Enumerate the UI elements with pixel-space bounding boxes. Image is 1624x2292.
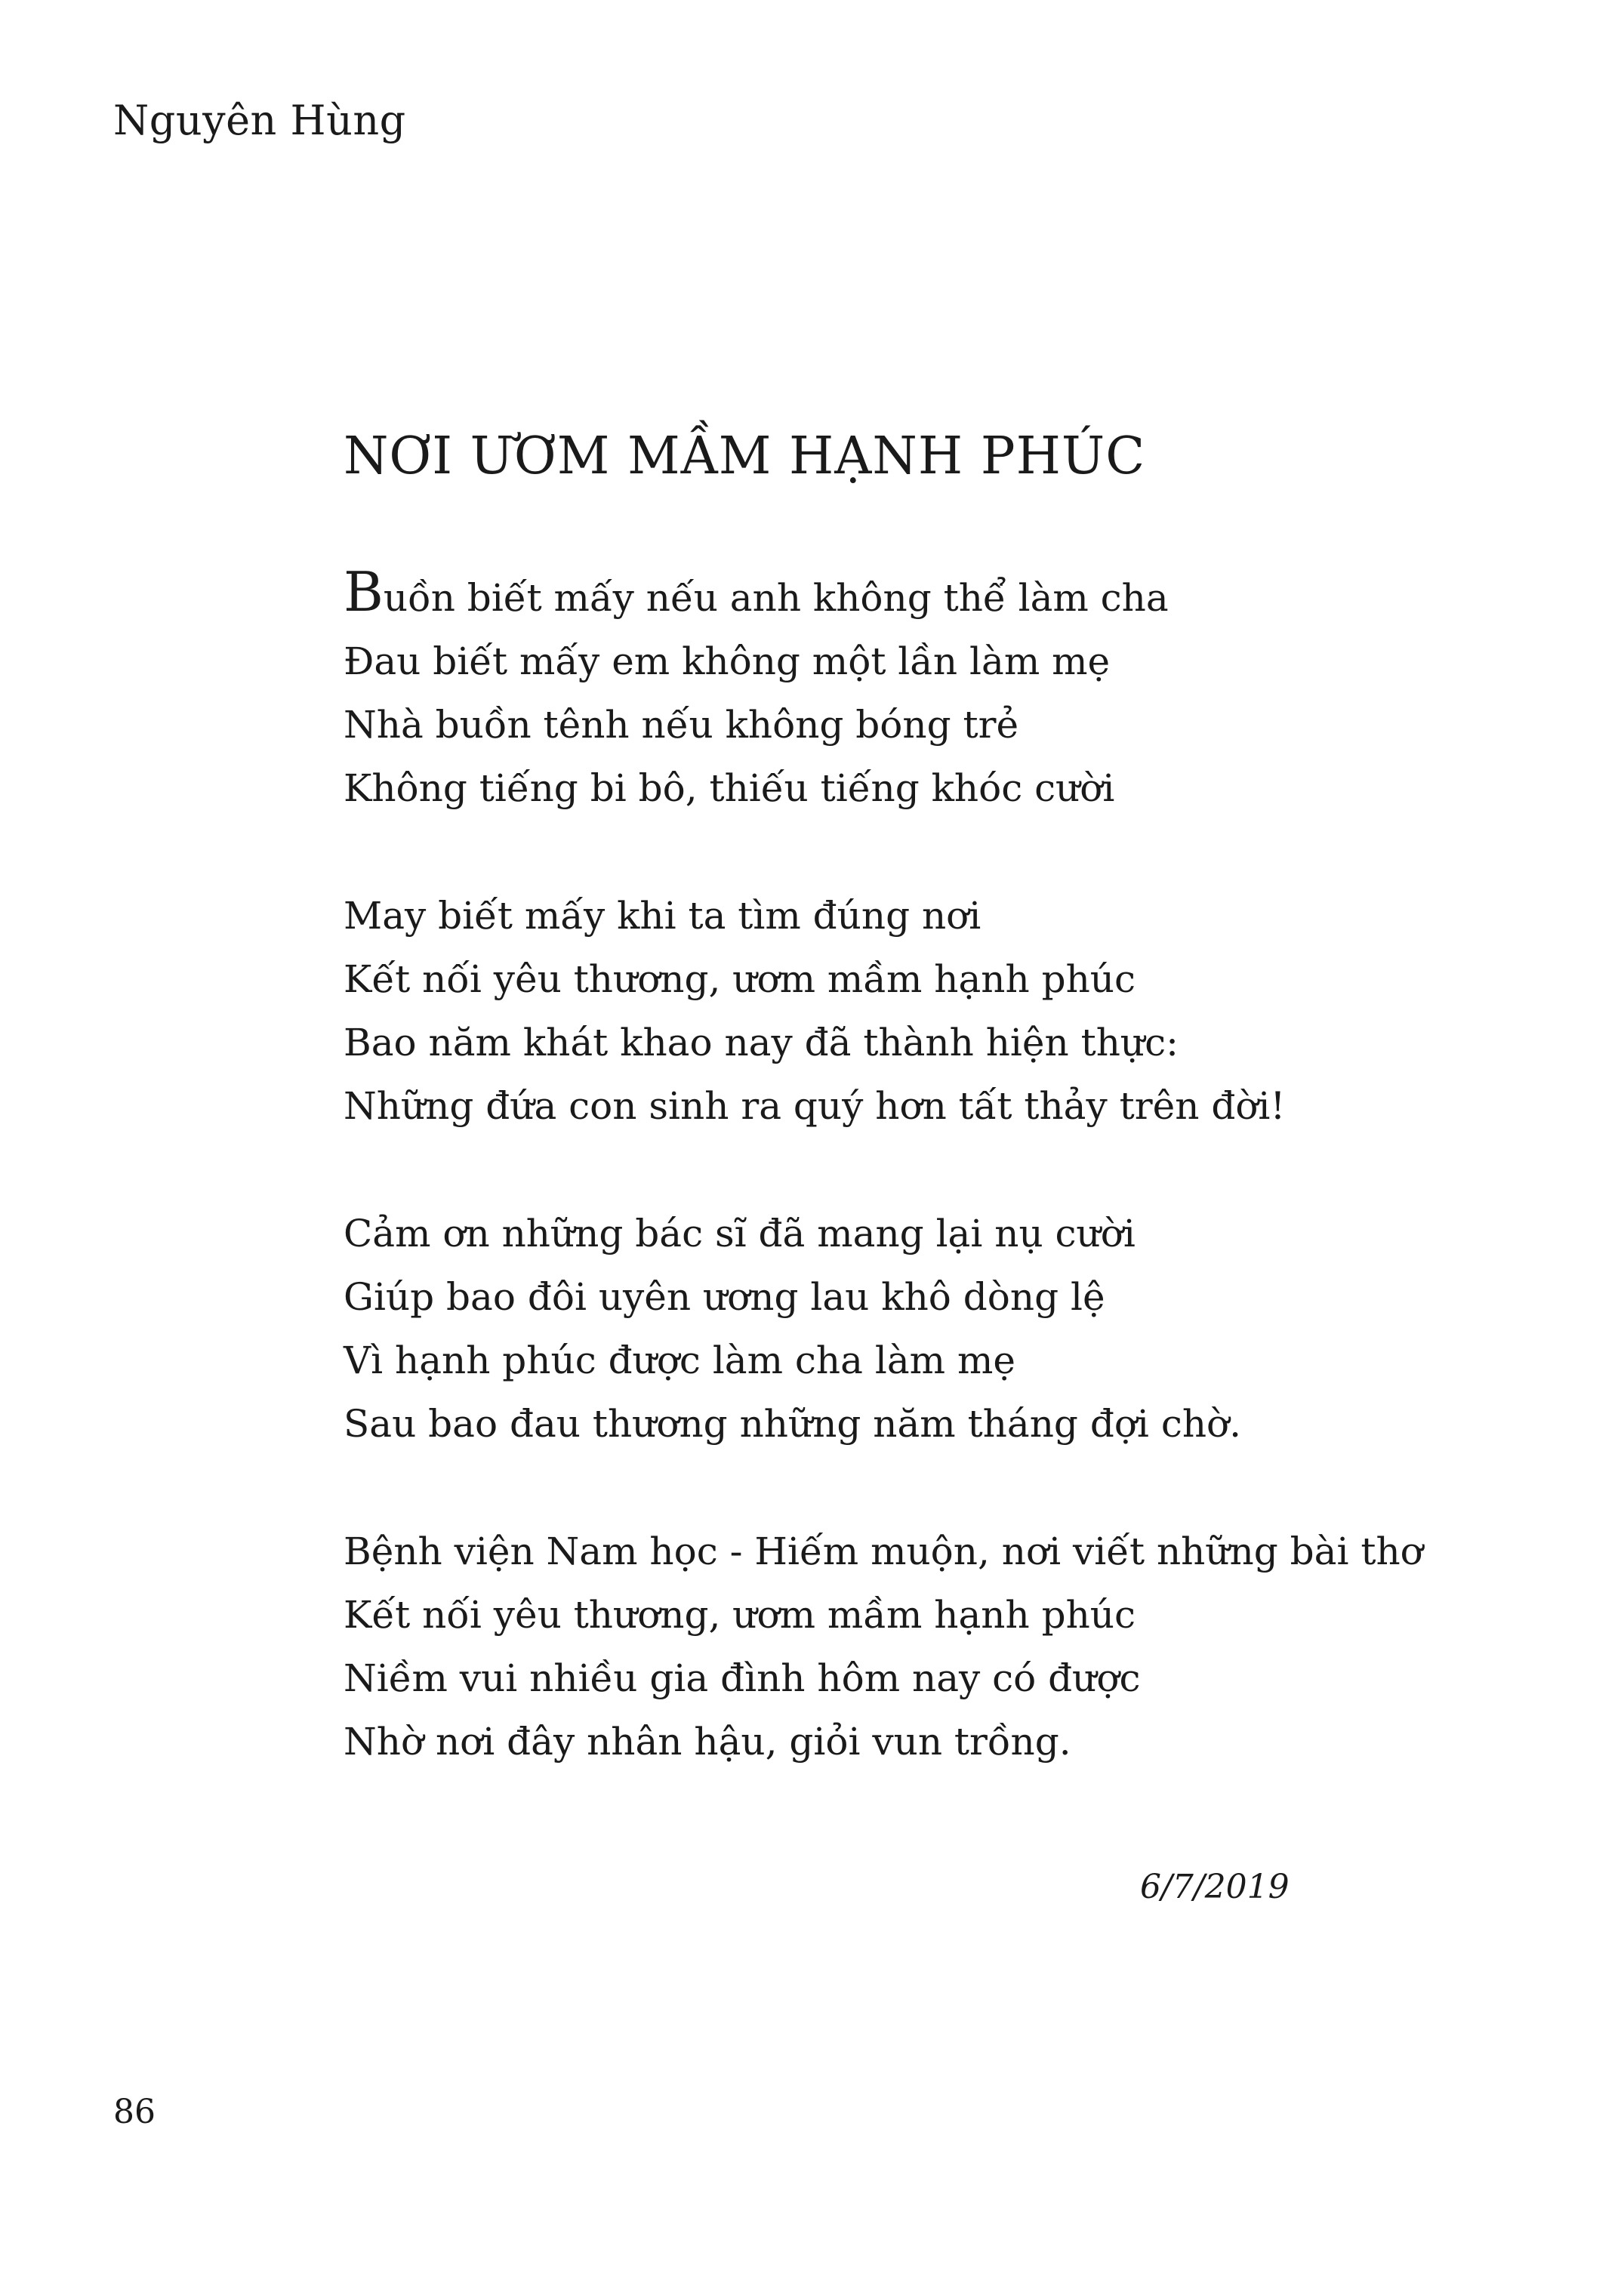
poem-line: Đau biết mấy em không một lần làm mẹ (344, 639, 1111, 683)
poem-line: Bệnh viện Nam học - Hiếm muộn, nơi viết những bài thơ (344, 1530, 1423, 1573)
poem (344, 419, 1552, 1838)
page-number: 86 (113, 2093, 156, 2131)
poem-line: Những đứa con sinh ra quý hơn tất thảy trên đời! (344, 1084, 1286, 1128)
poem-title: NƠI ƯƠM MẦM HẠNH PHÚC (344, 427, 1146, 486)
poem-line: Niềm vui nhiều gia đình hôm nay có được (344, 1656, 1141, 1700)
poem-line: Kết nối yêu thương, ươm mầm hạnh phúc (344, 957, 1136, 1001)
poem-line (344, 560, 1552, 630)
running-head-author: Nguyên Hùng (113, 97, 406, 144)
poem-body (344, 560, 1552, 1773)
poem-line: Bao năm khát khao nay đã thành hiện thực: (344, 1021, 1179, 1064)
stanza-4 (344, 1520, 1552, 1773)
poem-line: May biết mấy khi ta tìm đúng nơi (344, 894, 981, 938)
poem-date: 6/7/2019 (1140, 1868, 1290, 1906)
drop-cap: B (344, 560, 384, 624)
poem-line: Nhờ nơi đây nhân hậu, giỏi vun trồng. (344, 1720, 1071, 1764)
poem-line: Không tiếng bi bô, thiếu tiếng khóc cười (344, 766, 1115, 810)
first-line-text: uồn biết mấy nếu anh không thể làm cha (383, 576, 1169, 620)
stanza-1 (344, 560, 1552, 820)
stanza-3 (344, 1202, 1552, 1456)
poem-line: Vì hạnh phúc được làm cha làm mẹ (344, 1339, 1015, 1382)
stanza-2 (344, 884, 1552, 1138)
poem-line: Cảm ơn những bác sĩ đã mang lại nụ cười (344, 1212, 1136, 1255)
poem-line: Giúp bao đôi uyên ương lau khô dòng lệ (344, 1275, 1105, 1319)
poem-line: Kết nối yêu thương, ươm mầm hạnh phúc (344, 1593, 1136, 1637)
poem-line: Nhà buồn tênh nếu không bóng trẻ (344, 703, 1019, 747)
poem-line: Sau bao đau thương những năm tháng đợi chờ. (344, 1402, 1242, 1446)
